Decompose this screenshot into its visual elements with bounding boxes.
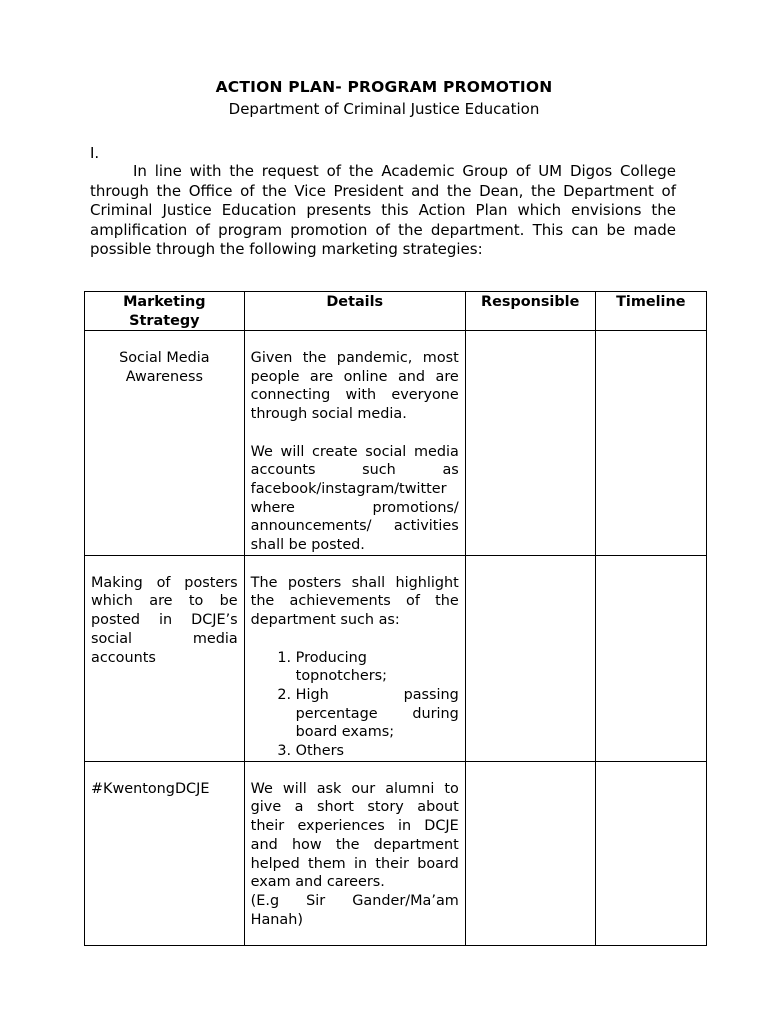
section-number: I. (90, 144, 100, 162)
list-item: 2. High passing percentage during board exams; (296, 686, 459, 742)
details-cell (244, 331, 465, 556)
details-paragraph: The posters shall highlight the achievements of the department such as: (250, 574, 459, 629)
intro-paragraph: In line with the request of the Academic Group of UM Digos College through the Office of the Vice President and the Dean, the Department of Criminal Justice Education presents this Action Plan which envisions the amplification of program promotion of the department. This can be made possible through the following marketing strategies: (90, 162, 676, 258)
strategy-text: Social Media Awareness (119, 350, 210, 385)
table-row (85, 555, 707, 761)
action-plan-table (84, 291, 707, 946)
details-paragraph: (E.g Sir Gander/Ma’am Hanah) (250, 892, 459, 928)
strategy-cell (85, 761, 245, 945)
document-title: ACTION PLAN- PROGRAM PROMOTION (215, 78, 553, 96)
timeline-cell (595, 555, 706, 761)
strategy-cell (85, 331, 245, 556)
list-item: 1. Producing topnotchers; (296, 649, 459, 686)
list-item: 3. Others (296, 742, 459, 761)
document-subtitle: Department of Criminal Justice Education (228, 100, 540, 118)
strategy-text: Making of posters which are to be posted in DCJE’s social media accounts (91, 574, 238, 666)
header-timeline: Timeline (595, 292, 706, 331)
timeline-cell (595, 761, 706, 945)
table-header-row (85, 292, 707, 331)
table-row (85, 761, 707, 945)
details-paragraph: Given the pandemic, most people are online and are connecting with everyone through social media. (250, 350, 459, 423)
strategy-text: #KwentongDCJE (91, 780, 210, 797)
responsible-cell (465, 331, 595, 556)
header-strategy: Marketing Strategy (85, 292, 245, 331)
details-cell (244, 555, 465, 761)
responsible-cell (465, 761, 595, 945)
header-details: Details (244, 292, 465, 331)
achievements-list (251, 649, 459, 761)
details-paragraph: We will ask our alumni to give a short story about their experiences in DCJE and how the department helped them in their board exam and careers. (250, 780, 459, 891)
strategy-cell (85, 555, 245, 761)
header-responsible: Responsible (465, 292, 595, 331)
details-paragraph: We will create social media accounts such as facebook/instagram/twitter where promotions/ announcements/ activities shall be posted. (250, 443, 459, 554)
table-row (85, 331, 707, 556)
timeline-cell (595, 331, 706, 556)
responsible-cell (465, 555, 595, 761)
details-cell (244, 761, 465, 945)
